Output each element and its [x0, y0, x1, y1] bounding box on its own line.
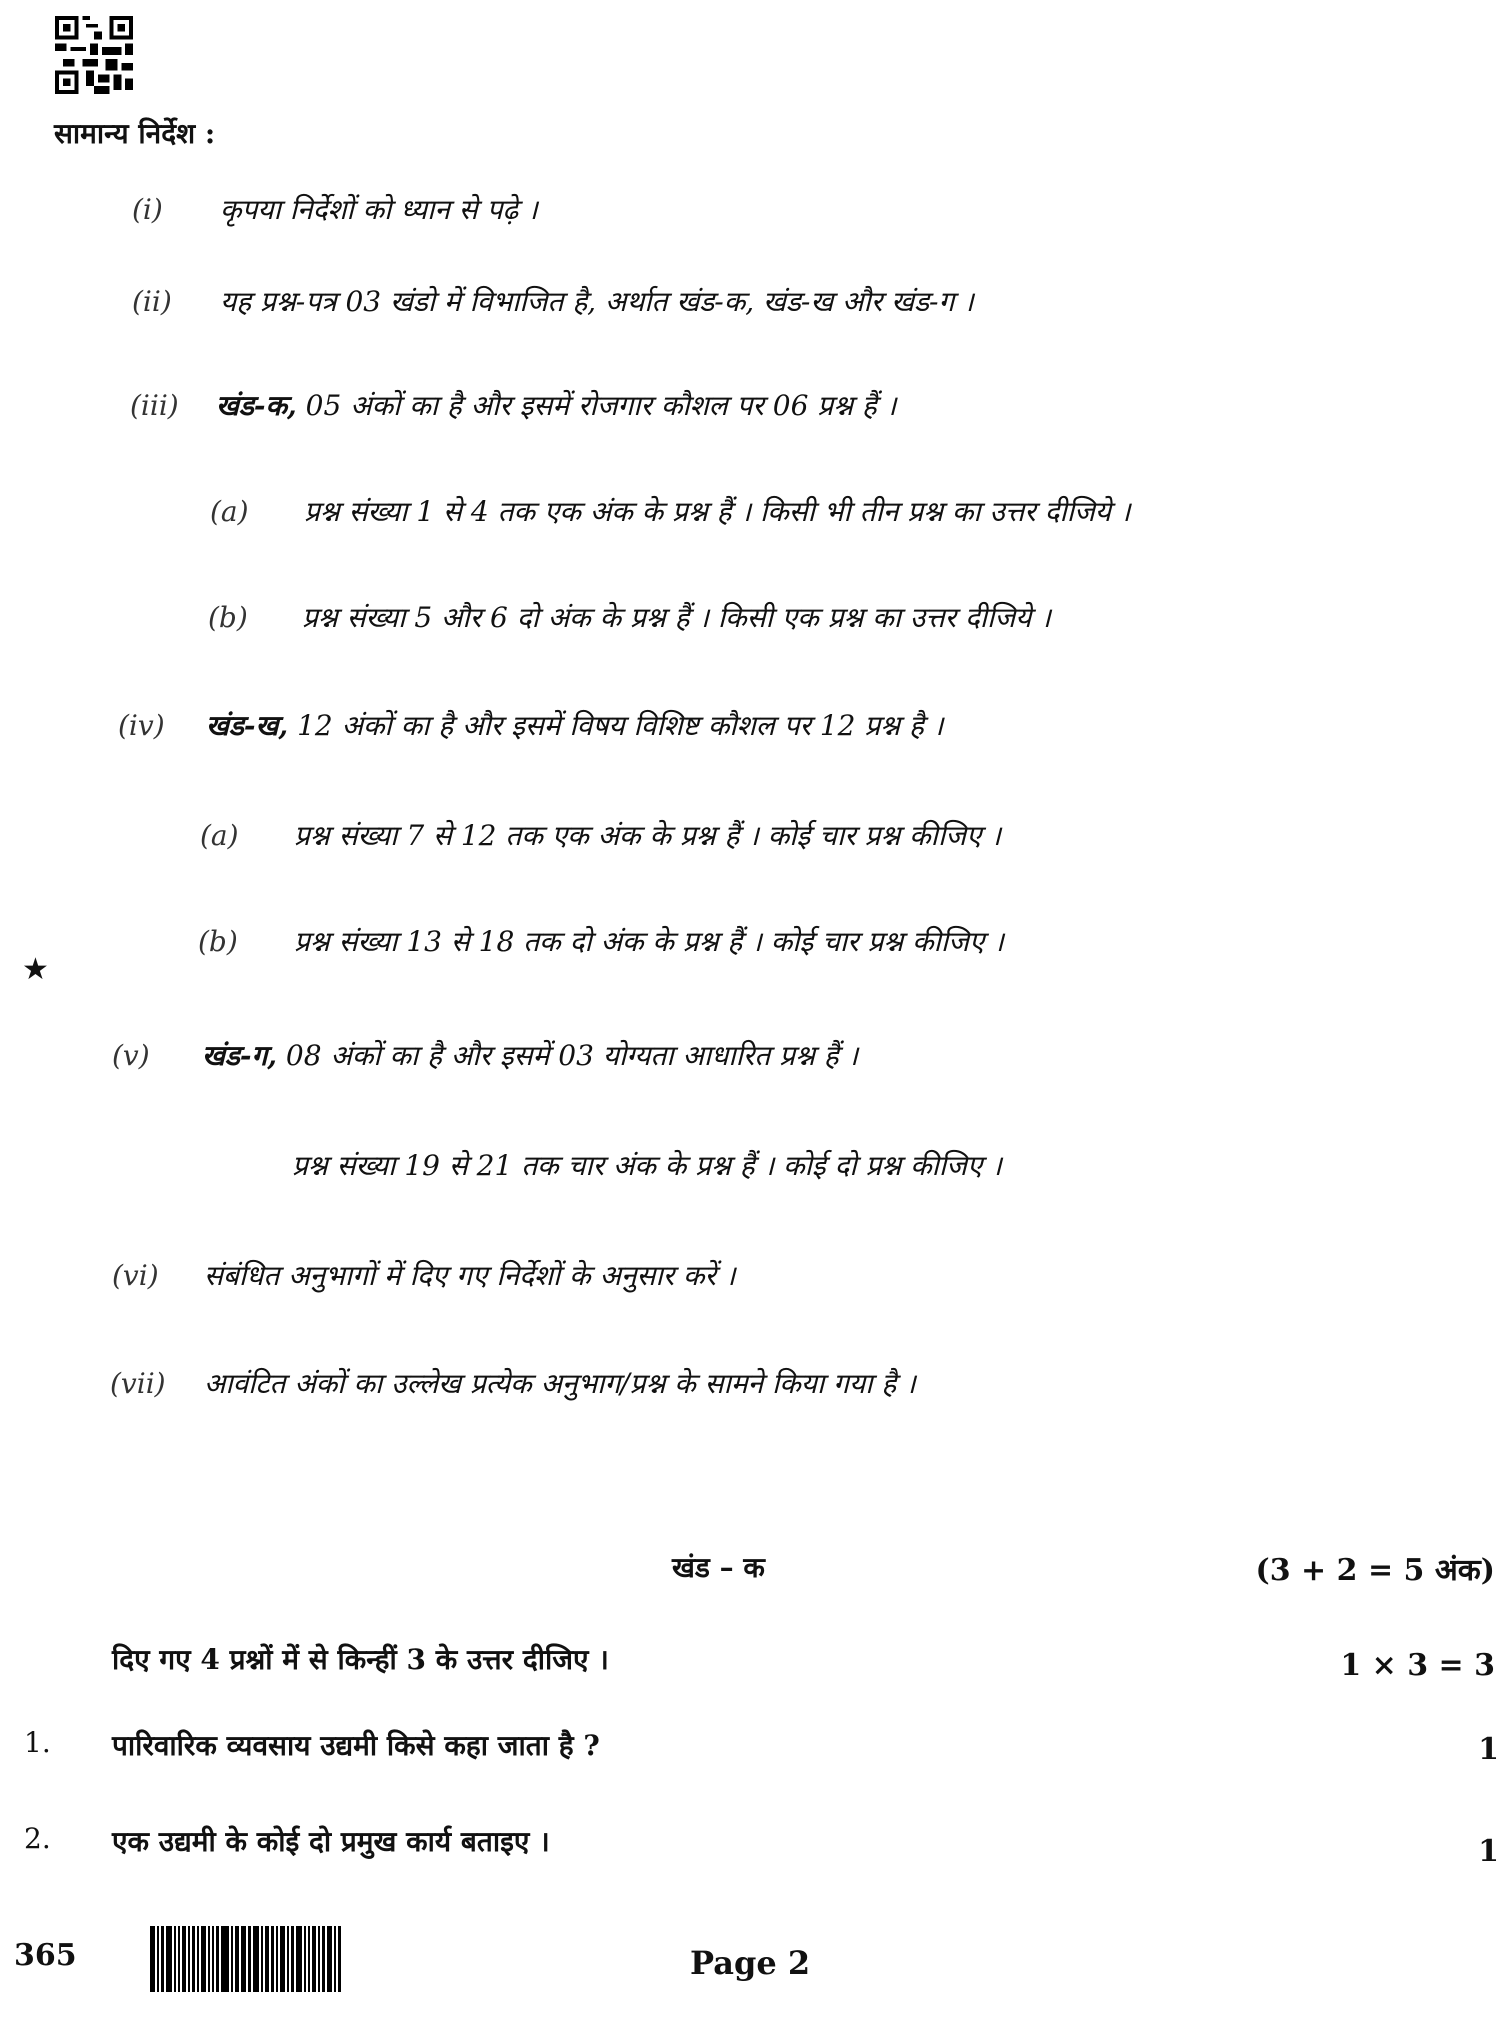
question-number: 1.: [24, 1726, 51, 1759]
instruction-5: [112, 1036, 858, 1074]
instruction-label: (a): [210, 495, 249, 528]
section-title: खंड – क: [672, 1551, 765, 1584]
instruction-text: प्रश्न संख्या 13 से 18 तक दो अंक के प्रश्न हैं । कोई चार प्रश्न कीजिए ।: [294, 925, 1004, 958]
instruction-4: [118, 706, 943, 744]
section-ref-kha: खंड-ख,: [206, 709, 289, 742]
qr-code-icon: [54, 16, 134, 94]
instruction-7: [110, 1364, 916, 1402]
section-marks: (3 + 2 = 5 अंक): [1255, 1553, 1495, 1588]
general-instructions-heading: सामान्य निर्देश :: [54, 117, 216, 150]
barcode-icon: [150, 1926, 456, 1992]
section-ref-ga: खंड-ग,: [202, 1039, 278, 1072]
instruction-text: आवंटित अंकों का उल्लेख प्रत्येक अनुभाग/प्रश्न के सामने किया गया है ।: [204, 1367, 916, 1400]
section-marks-calc: 1 × 3 = 3: [1340, 1648, 1495, 1683]
instruction-label: (a): [200, 819, 239, 852]
instruction-text: 08 अंकों का है और इसमें 03 योग्यता आधारित प्रश्न हैं ।: [277, 1039, 859, 1072]
instruction-4b: [198, 922, 1004, 960]
instruction-text: यह प्रश्न-पत्र 03 खंडो में विभाजित है, अर्थात खंड-क, खंड-ख और खंड-ग ।: [220, 285, 974, 318]
instruction-label: (b): [198, 925, 238, 958]
question-marks: 1: [1478, 1834, 1499, 1869]
instruction-text: प्रश्न संख्या 7 से 12 तक एक अंक के प्रश्न हैं । कोई चार प्रश्न कीजिए ।: [294, 819, 1001, 852]
instruction-text: कृपया निर्देशों को ध्यान से पढ़े ।: [220, 193, 538, 226]
instruction-text: 05 अंकों का है और इसमें रोजगार कौशल पर 06 प्रश्न हैं ।: [296, 389, 897, 422]
instruction-text: प्रश्न संख्या 1 से 4 तक एक अंक के प्रश्न हैं । किसी भी तीन प्रश्न का उत्तर दीजिये ।: [304, 495, 1131, 528]
instruction-text: 12 अंकों का है और इसमें विषय विशिष्ट कौशल पर 12 प्रश्न है ।: [288, 709, 944, 742]
instruction-1: [132, 190, 538, 228]
instruction-label: (iv): [118, 709, 165, 742]
instruction-label: (i): [132, 193, 163, 226]
instruction-text: संबंधित अनुभागों में दिए गए निर्देशों के अनुसार करें ।: [204, 1259, 736, 1292]
star-mark-icon: ★: [22, 952, 49, 987]
instruction-4a: [200, 816, 1001, 854]
instruction-label: (b): [208, 601, 248, 634]
paper-code: 365: [14, 1938, 77, 1973]
instruction-3: [130, 386, 896, 424]
instruction-3a: [210, 492, 1131, 530]
page-number: Page 2: [690, 1944, 811, 1982]
instruction-label: (vii): [110, 1367, 166, 1400]
instruction-6: [112, 1256, 736, 1294]
instruction-label: (ii): [132, 285, 172, 318]
question-text: पारिवारिक व्यवसाय उद्यमी किसे कहा जाता है ?: [112, 1729, 600, 1762]
question-text: एक उद्यमी के कोई दो प्रमुख कार्य बताइए ।: [112, 1825, 550, 1858]
instruction-2: [132, 282, 974, 320]
instruction-label: (vi): [112, 1259, 159, 1292]
section-instruction: दिए गए 4 प्रश्नों में से किन्हीं 3 के उत्तर दीजिए ।: [112, 1643, 609, 1676]
instruction-label: (iii): [130, 389, 179, 422]
instruction-text: प्रश्न संख्या 5 और 6 दो अंक के प्रश्न हैं । किसी एक प्रश्न का उत्तर दीजिये ।: [302, 601, 1051, 634]
instruction-3b: [208, 598, 1051, 636]
instruction-label: (v): [112, 1039, 150, 1072]
section-ref-ka: खंड-क,: [216, 389, 297, 422]
instruction-5-detail: प्रश्न संख्या 19 से 21 तक चार अंक के प्रश्न हैं । कोई दो प्रश्न कीजिए ।: [292, 1149, 1002, 1182]
question-number: 2.: [24, 1822, 51, 1855]
question-marks: 1: [1478, 1732, 1499, 1767]
